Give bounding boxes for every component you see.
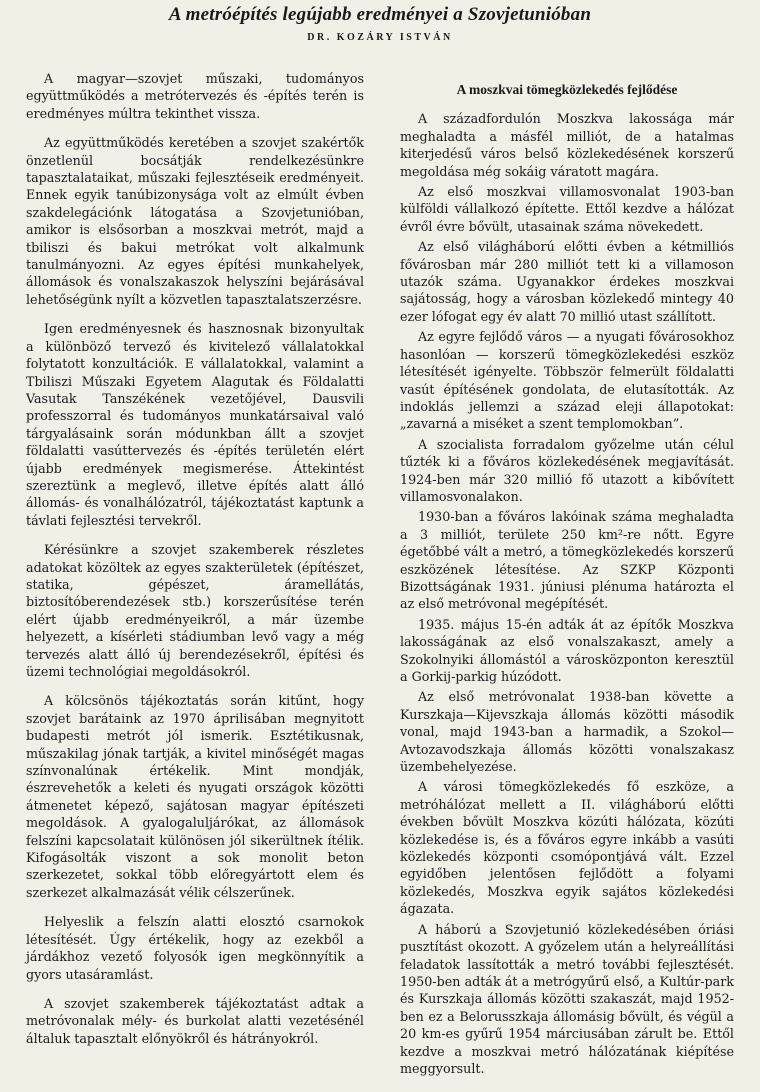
paragraph: A szocialista forradalom győzelme után célul tűzték ki a főváros közlekedésének megjavítását. 1924-ben már 320 millió fő utazott a kibővített villamosvonalakon. [400,436,734,504]
section-heading: A moszkvai tömegközlekedés fejlődése [456,82,678,97]
article-author: DR. KOZÁRY ISTVÁN [307,32,453,43]
paragraph: A kölcsönös tájékoztatás során kitűnt, hogy szovjet barátaink az 1970 áprilisában megnyitott budapesti metrót jól ismerik. Esztétikusnak, műszakilag jónak tartják, a kivitel minőségét magas színvonalúnak értékelik. Mint mondják, észrevehetők a keleti és nyugati országok közötti átmenetet képező, sajátosan magyar építészeti megoldások. A gyalogaluljárókat, az állomások felszíni kapcsolatait különösen jól sikerültnek ítélik. Kifogásolták viszont a sok monolit beton szerkezetet, sokkal több előregyártott elem és szerkezet alkalmazását vélik célszerűnek. [26,693,364,900]
article-title: A metróépítés legújabb eredményei a Szovjetunióban [168,4,592,25]
paragraph: Az első moszkvai villamosvonalat 1903-ban külföldi vállalkozó építette. Ettől kezdve a hálózat évről évre bővült, utasainak száma növekedett. [400,184,734,234]
paragraph: 1930-ban a főváros lakóinak száma meghaladta a 3 milliót, területe 250 km²-re nőtt. Egyre égetőbbé vált a metró, a tömegközlekedés korszerű eszközének létesítése. Az SZKP Központi Bizottságának 1931. júniusi plénuma határozta el az első metróvonal megépítését. [400,509,734,612]
paragraph: A szovjet szakemberek tájékoztatást adtak a metróvonalak mély- és burkolat alatti vezetésénél általuk tapasztalt előnyökről és hátrányokról. [26,995,364,1046]
paragraph: Az első metróvonalat 1938-ban követte a Kurszkaja—Kijevszkaja állomás közötti második vonal, majd 1943-ban a harmadik, a Szokol—Avtozavodszkaja állomás közötti vonalszakasz üzembehelyezése. [400,689,734,775]
paragraph: A háború a Szovjetunió közlekedésében óriási pusztítást okozott. A győzelem után a helyreállítási feladatok lassították a metró további fejlesztését. 1950-ben adták át a metrógyűrű első, a Kultúr-park és Kurszkaja állomás közötti szakaszát, majd 1952-ben ez a Belorusszkaja állomásig bővült, és végül a 20 km-es gyűrű 1954 márciusában zárult be. Ettől kezdve a moszkvai metró hálózatának kiépítése meggyorsult. [400,921,734,1076]
right-column [400,81,734,1080]
paragraph: Az egyre fejlődő város — a nyugati fővárosokhoz hasonlóan — korszerű tömegközlekedési eszköz létesítését igényelte. Többször felmerült földalatti vasút építésének gondolata, de elutasították. Az indoklás jellemzi a század eleji állapotokat: „zavarná a miséket a szent templomokban”. [400,329,734,432]
paragraph: Igen eredményesnek és hasznosnak bizonyultak a különböző tervező és kivitelező vállalatokkal folytatott konzultációk. E vállalatokkal, valamint a Tbiliszi Műszaki Egyetem Alagutak és Földalatti Vasutak Tanszékének vezetőjével, Dausvili professzorral és tudományos munkatársaival való tárgyalásaink során módunkban állt a szovjet földalatti vasúttervezés és -építés területén elért újabb eredmények megismerése. Áttekintést szereztünk a meglevő, illetve építés alatt álló állomás- és vonalhálózatról, tájékoztatást kaptunk a távlati fejlesztési tervekről. [26,321,364,528]
left-column [26,70,364,1059]
paragraph: Helyeslik a felszín alatti elosztó csarnokok létesítését. Úgy értékelik, hogy az ezekből a járdákhoz vezető folyosók igen megkönnyítik a gyors utasáramlást. [26,914,364,982]
paragraph: Kérésünkre a szovjet szakemberek részletes adatokat közöltek az egyes szakterületek (építészet, statika, gépészet, áramellátás, biztosítóberendezések stb.) korszerűsítése terén elért újabb eredményeikről, a már üzembe helyezett, a kísérleti stádiumban levő vagy a még tervezés alatt álló új berendezésekről, építési és üzemi technológiai megoldásokról. [26,542,364,679]
paragraph: A századfordulón Moszkva lakossága már meghaladta a másfél milliót, de a hatalmas kiterjedésű város belső közlekedésének korszerű megoldása még sokáig váratott magára. [400,111,734,179]
paragraph: A magyar—szovjet műszaki, tudományos együttműködés a metrótervezés és -építés terén is eredményes múltra tekinthet vissza. [26,71,364,121]
paragraph: 1935. május 15-én adták át az építők Moszkva lakosságának az első vonalszakaszt, amely a Szokolnyiki állomástól a városközponton keresztül a Gorkij-parkig húzódott. [400,616,734,684]
paragraph: Az első világháború előtti évben a kétmilliós fővárosban már 280 milliót tett ki a villamoson utazók száma. Ugyanakkor érdekes moszkvai sajátosság, hogy a városban közlekedő mintegy 40 ezer lófogat egy év alatt 70 millió utast szállított. [400,239,734,324]
paragraph: Az együttműködés keretében a szovjet szakértők önzetlenül bocsátják rendelkezésünkre tapasztalataikat, műszaki fejlesztéseik eredményeit. Ennek egyik tanúbizonysága volt az elmúlt évben szakdelegációnk látogatása a Szovjetunióban, amikor is elsősorban a moszkvai metrót, majd a tbiliszi és bakui metrókat volt alkalmunk tanulmányozni. Az egyes építési munkahelyek, állomások és vonalszakaszok helyszíni bejárásával lehetőségünk nyílt a közvetlen tapasztalatszerzésre. [26,135,364,307]
paragraph: A városi tömegközlekedés fő eszköze, a metróhálózat mellett a II. világháború előtti években bővült Moszkva közúti hálózata, közúti közlekedése is, és a főváros egyre inkább a vasúti közlekedés központi csomópontjává vált. Ezzel egyidőben jelentősen fejlődött a folyami közlekedés, Moszkva egyik sajátos közlekedési ágazata. [400,779,734,917]
